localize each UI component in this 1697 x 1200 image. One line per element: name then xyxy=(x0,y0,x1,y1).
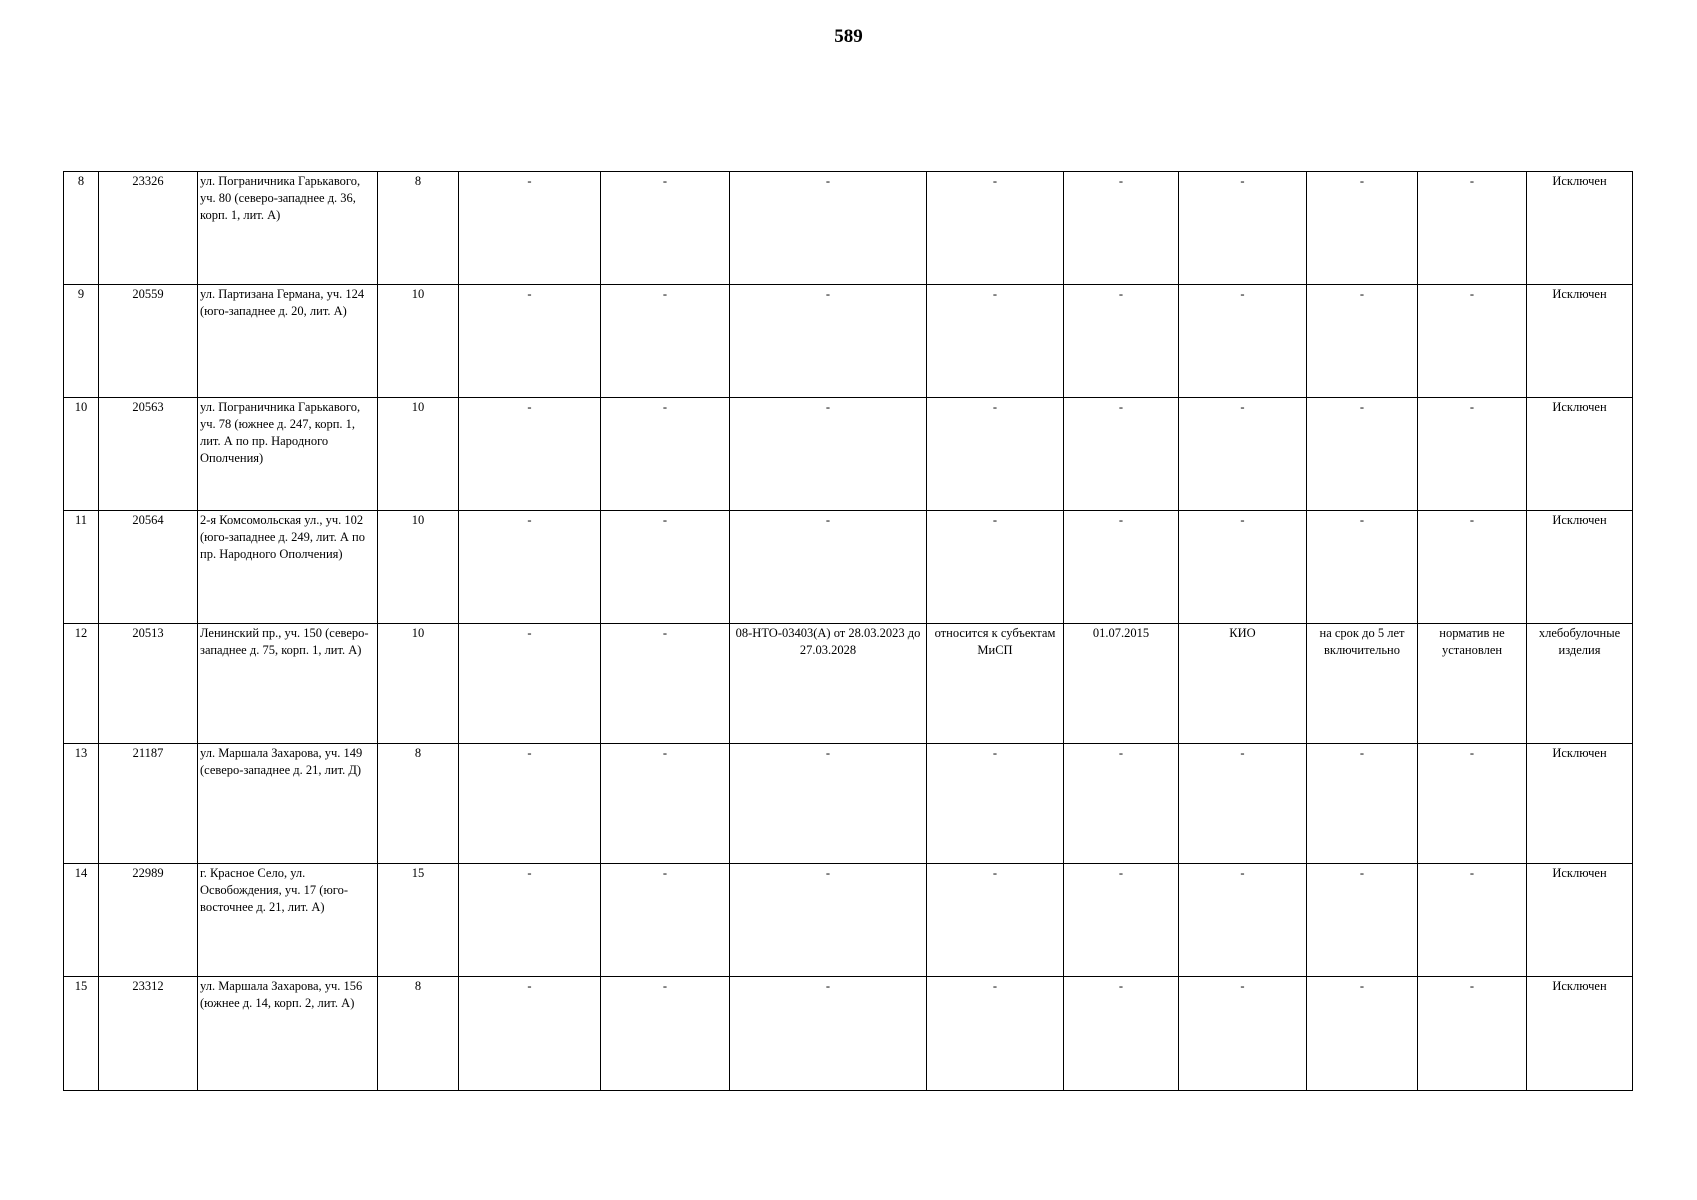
cell-col9: - xyxy=(1064,172,1179,285)
cell-col7: - xyxy=(730,511,927,624)
cell-id: 23312 xyxy=(99,977,198,1091)
cell-status: Исключен xyxy=(1527,744,1633,864)
cell-address: ул. Маршала Захарова, уч. 149 (северо-западнее д. 21, лит. Д) xyxy=(198,744,378,864)
cell-area: 10 xyxy=(378,398,459,511)
cell-status: Исключен xyxy=(1527,864,1633,977)
table-row xyxy=(64,285,1633,398)
cell-col10: - xyxy=(1179,744,1307,864)
cell-col9: - xyxy=(1064,285,1179,398)
cell-area: 8 xyxy=(378,744,459,864)
cell-col12: - xyxy=(1418,285,1527,398)
cell-address: ул. Маршала Захарова, уч. 156 (южнее д. 14, корп. 2, лит. А) xyxy=(198,977,378,1091)
cell-col9: 01.07.2015 xyxy=(1064,624,1179,744)
cell-col8: относится к субъектам МиСП xyxy=(927,624,1064,744)
table-row xyxy=(64,624,1633,744)
cell-col10: - xyxy=(1179,285,1307,398)
cell-col10: - xyxy=(1179,864,1307,977)
cell-col8: - xyxy=(927,511,1064,624)
cell-col12: - xyxy=(1418,864,1527,977)
cell-col6: - xyxy=(601,624,730,744)
cell-col11: - xyxy=(1307,285,1418,398)
cell-col5: - xyxy=(459,285,601,398)
cell-col9: - xyxy=(1064,744,1179,864)
cell-id: 23326 xyxy=(99,172,198,285)
cell-col8: - xyxy=(927,285,1064,398)
cell-area: 10 xyxy=(378,285,459,398)
cell-col6: - xyxy=(601,285,730,398)
cell-col12: - xyxy=(1418,977,1527,1091)
cell-col5: - xyxy=(459,864,601,977)
table-row xyxy=(64,864,1633,977)
cell-col5: - xyxy=(459,511,601,624)
cell-col7: - xyxy=(730,172,927,285)
cell-col6: - xyxy=(601,744,730,864)
cell-col5: - xyxy=(459,624,601,744)
cell-col11: - xyxy=(1307,398,1418,511)
cell-id: 20559 xyxy=(99,285,198,398)
table-row xyxy=(64,744,1633,864)
cell-col5: - xyxy=(459,977,601,1091)
table-row xyxy=(64,977,1633,1091)
cell-col8: - xyxy=(927,744,1064,864)
cell-area: 8 xyxy=(378,977,459,1091)
cell-status: Исключен xyxy=(1527,285,1633,398)
cell-col10: - xyxy=(1179,172,1307,285)
cell-address: ул. Партизана Германа, уч. 124 (юго-западнее д. 20, лит. А) xyxy=(198,285,378,398)
cell-id: 22989 xyxy=(99,864,198,977)
cell-area: 10 xyxy=(378,511,459,624)
cell-col9: - xyxy=(1064,977,1179,1091)
cell-col5: - xyxy=(459,398,601,511)
cell-col8: - xyxy=(927,398,1064,511)
cell-status: Исключен xyxy=(1527,977,1633,1091)
cell-status: Исключен xyxy=(1527,172,1633,285)
table-row xyxy=(64,511,1633,624)
cell-col10: - xyxy=(1179,977,1307,1091)
cell-area: 10 xyxy=(378,624,459,744)
cell-col6: - xyxy=(601,977,730,1091)
cell-col12: - xyxy=(1418,172,1527,285)
cell-col11: - xyxy=(1307,864,1418,977)
cell-number: 8 xyxy=(64,172,99,285)
cell-col9: - xyxy=(1064,511,1179,624)
cell-col8: - xyxy=(927,864,1064,977)
cell-number: 14 xyxy=(64,864,99,977)
cell-col7: - xyxy=(730,977,927,1091)
cell-number: 12 xyxy=(64,624,99,744)
cell-address: ул. Пограничника Гарькавого, уч. 78 (южнее д. 247, корп. 1, лит. А по пр. Народного Ополчения) xyxy=(198,398,378,511)
cell-address: г. Красное Село, ул. Освобождения, уч. 17 (юго-восточнее д. 21, лит. А) xyxy=(198,864,378,977)
cell-col11: - xyxy=(1307,977,1418,1091)
cell-id: 20513 xyxy=(99,624,198,744)
cell-col7: - xyxy=(730,285,927,398)
registry-table xyxy=(63,171,1633,1091)
cell-col9: - xyxy=(1064,864,1179,977)
cell-col6: - xyxy=(601,398,730,511)
cell-address: 2-я Комсомольская ул., уч. 102 (юго-западнее д. 249, лит. А по пр. Народного Ополчения) xyxy=(198,511,378,624)
cell-number: 15 xyxy=(64,977,99,1091)
cell-number: 11 xyxy=(64,511,99,624)
cell-col7: 08-НТО-03403(А) от 28.03.2023 до 27.03.2028 xyxy=(730,624,927,744)
cell-col10: - xyxy=(1179,511,1307,624)
cell-id: 20564 xyxy=(99,511,198,624)
cell-col6: - xyxy=(601,172,730,285)
cell-area: 8 xyxy=(378,172,459,285)
cell-col12: - xyxy=(1418,398,1527,511)
cell-id: 21187 xyxy=(99,744,198,864)
cell-col11: - xyxy=(1307,744,1418,864)
cell-col6: - xyxy=(601,511,730,624)
cell-number: 9 xyxy=(64,285,99,398)
cell-col12: - xyxy=(1418,744,1527,864)
table-row xyxy=(64,172,1633,285)
cell-col9: - xyxy=(1064,398,1179,511)
cell-address: ул. Пограничника Гарькавого, уч. 80 (северо-западнее д. 36, корп. 1, лит. А) xyxy=(198,172,378,285)
cell-col8: - xyxy=(927,977,1064,1091)
cell-col11: - xyxy=(1307,172,1418,285)
cell-status: Исключен xyxy=(1527,398,1633,511)
cell-col10: КИО xyxy=(1179,624,1307,744)
cell-col11: - xyxy=(1307,511,1418,624)
cell-id: 20563 xyxy=(99,398,198,511)
cell-number: 10 xyxy=(64,398,99,511)
table-row xyxy=(64,398,1633,511)
cell-col7: - xyxy=(730,398,927,511)
cell-col7: - xyxy=(730,864,927,977)
cell-number: 13 xyxy=(64,744,99,864)
cell-col12: норматив не установлен xyxy=(1418,624,1527,744)
cell-col12: - xyxy=(1418,511,1527,624)
cell-col5: - xyxy=(459,744,601,864)
cell-col7: - xyxy=(730,744,927,864)
cell-col5: - xyxy=(459,172,601,285)
cell-status: хлебобулочные изделия xyxy=(1527,624,1633,744)
cell-area: 15 xyxy=(378,864,459,977)
page-number: 589 xyxy=(834,26,863,47)
cell-col10: - xyxy=(1179,398,1307,511)
cell-col11: на срок до 5 лет включительно xyxy=(1307,624,1418,744)
cell-col8: - xyxy=(927,172,1064,285)
cell-col6: - xyxy=(601,864,730,977)
cell-address: Ленинский пр., уч. 150 (северо-западнее д. 75, корп. 1, лит. А) xyxy=(198,624,378,744)
cell-status: Исключен xyxy=(1527,511,1633,624)
